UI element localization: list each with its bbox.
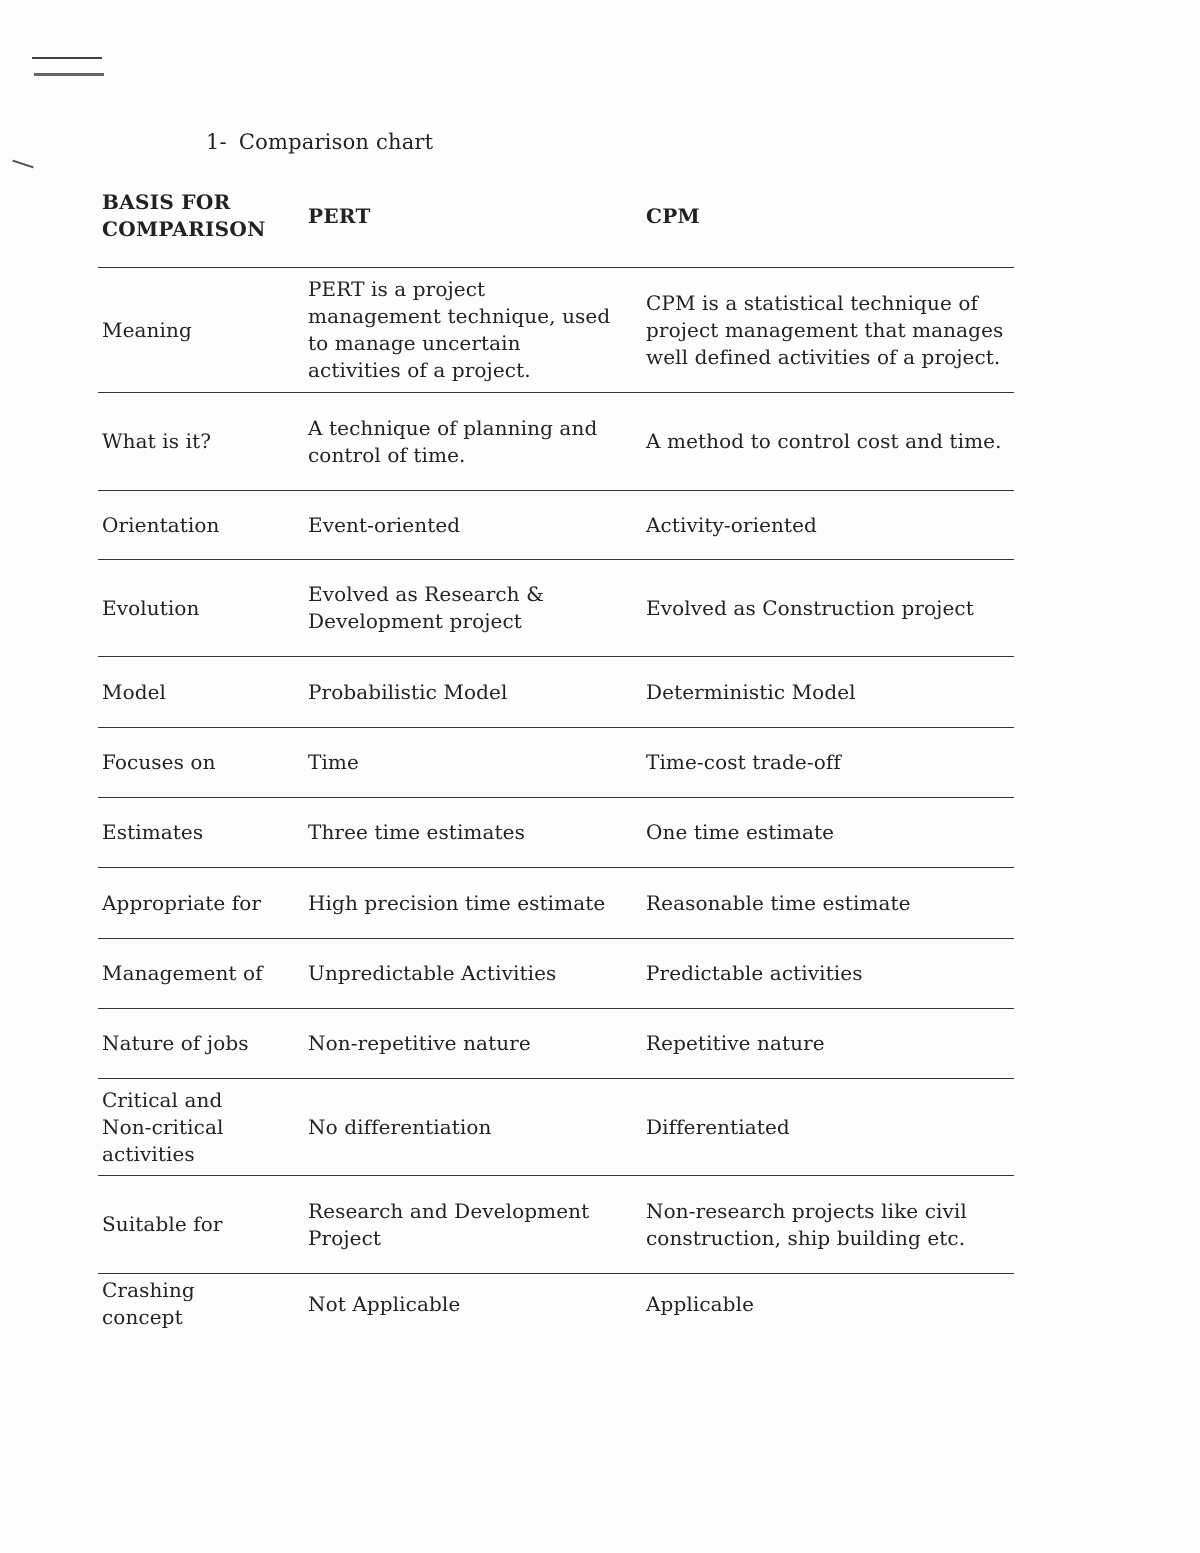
table-row bbox=[98, 393, 1014, 491]
scan-artifact bbox=[34, 73, 104, 76]
scan-artifact bbox=[12, 160, 34, 169]
cell-basis: Focuses on bbox=[102, 750, 216, 774]
cell-basis: Model bbox=[102, 679, 167, 704]
cell-cpm: Predictable activities bbox=[646, 961, 863, 985]
cell-cpm: Differentiated bbox=[646, 1114, 790, 1139]
cell-cpm: CPM is a statistical technique of project management that manages well defined activities of a project. bbox=[646, 290, 1004, 369]
cell-basis: Orientation bbox=[102, 512, 220, 537]
cell-pert: Three time estimates bbox=[308, 820, 525, 844]
cell-basis: Evolution bbox=[102, 595, 200, 620]
cell-pert: Probabilistic Model bbox=[308, 679, 508, 704]
cell-basis: Appropriate for bbox=[102, 890, 262, 915]
cell-cpm: Reasonable time estimate bbox=[646, 890, 911, 915]
table-row bbox=[98, 657, 1014, 728]
cell-basis: What is it? bbox=[102, 429, 212, 453]
cell-basis: Estimates bbox=[102, 820, 204, 844]
cell-cpm: Activity-oriented bbox=[646, 512, 817, 537]
cell-pert: Unpredictable Activities bbox=[308, 961, 557, 985]
table-row bbox=[98, 939, 1014, 1009]
cell-pert: Non-repetitive nature bbox=[308, 1031, 531, 1055]
table-row bbox=[98, 560, 1014, 657]
comparison-table bbox=[98, 185, 1014, 1334]
cell-cpm: Non-research projects like civil construction, ship building etc. bbox=[646, 1198, 967, 1250]
cell-pert: Research and Development Project bbox=[308, 1198, 590, 1250]
cell-pert: Not Applicable bbox=[308, 1291, 461, 1316]
cell-cpm: Repetitive nature bbox=[646, 1031, 825, 1055]
table-row bbox=[98, 1009, 1014, 1079]
table-row bbox=[98, 1274, 1014, 1334]
table-row bbox=[98, 798, 1014, 868]
cell-cpm: One time estimate bbox=[646, 820, 835, 844]
header-cpm: CPM bbox=[646, 204, 700, 228]
header-pert: PERT bbox=[308, 204, 371, 228]
cell-basis: Critical and Non-critical activities bbox=[102, 1087, 224, 1166]
cell-pert: A technique of planning and control of time. bbox=[308, 415, 598, 467]
cell-cpm: Applicable bbox=[646, 1291, 755, 1316]
table-header-row bbox=[98, 185, 1014, 268]
cell-cpm: Evolved as Construction project bbox=[646, 595, 974, 620]
cell-pert: High precision time estimate bbox=[308, 890, 606, 915]
cell-basis: Crashing concept bbox=[102, 1278, 195, 1329]
cell-basis: Management of bbox=[102, 961, 263, 985]
table-row bbox=[98, 491, 1014, 560]
table-row bbox=[98, 1176, 1014, 1274]
table-row bbox=[98, 728, 1014, 798]
section-heading bbox=[206, 130, 433, 154]
header-basis: BASIS FOR COMPARISON bbox=[102, 190, 266, 241]
cell-basis: Suitable for bbox=[102, 1212, 223, 1236]
scan-artifact bbox=[32, 57, 102, 59]
heading-title: Comparison chart bbox=[238, 130, 434, 154]
table-row bbox=[98, 1079, 1014, 1176]
heading-number: 1- bbox=[206, 130, 227, 154]
cell-pert: PERT is a project management technique, used to manage uncertain activities of a project. bbox=[308, 277, 611, 382]
cell-cpm: Deterministic Model bbox=[646, 679, 856, 704]
cell-pert: No differentiation bbox=[308, 1114, 492, 1139]
table-row bbox=[98, 268, 1014, 393]
cell-basis: Nature of jobs bbox=[102, 1031, 249, 1055]
table-body bbox=[98, 268, 1014, 1334]
table-row bbox=[98, 868, 1014, 939]
cell-pert: Time bbox=[308, 750, 359, 774]
cell-pert: Evolved as Research & Development project bbox=[308, 582, 544, 633]
cell-cpm: Time-cost trade-off bbox=[646, 750, 841, 774]
cell-cpm: A method to control cost and time. bbox=[646, 429, 1002, 453]
cell-basis: Meaning bbox=[102, 317, 192, 342]
cell-pert: Event-oriented bbox=[308, 512, 461, 537]
